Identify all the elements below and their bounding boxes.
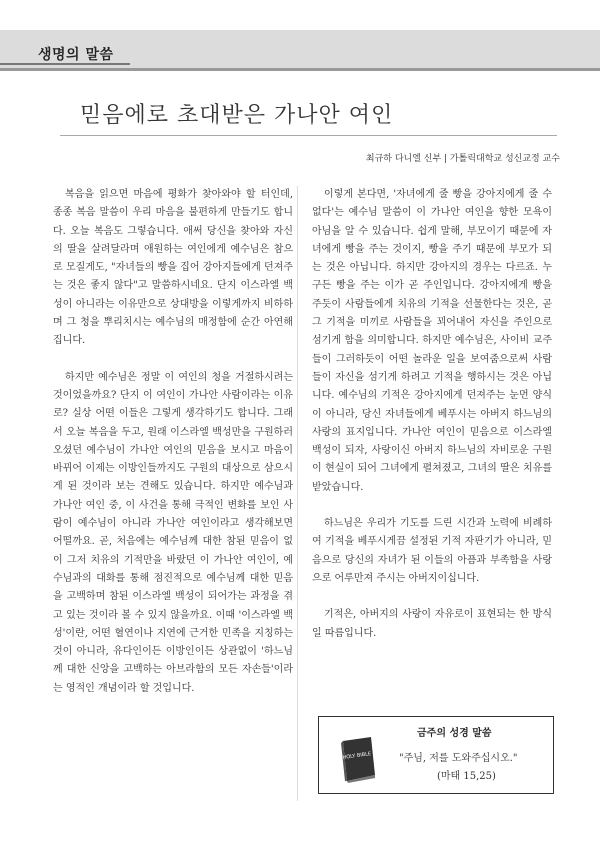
paragraph: 하지만 예수님은 정말 이 여인의 청을 거절하시려는 것이었을까요? 단지 이 여인이 가나안 사람이라는 이유로? 실상 어떤 이들은 그렇게 생각하기도 합니다. 그래서 오늘 복음을 두고, 원래 이스라엘 백성만을 구원하러 오셨던 예수님이 가나안 여인의 믿음을 보시고 마음이 바뀌어 이제는 이방인들까지도 구원의 대상으로 삼으시게 된 것이라 보는 견해도 있습니다. 하지만 예수님과 가나안 여인 중, 이 사건을 통해 극적인 변화를 보인 사람이 예수님이 아니라 가나안 여인이라고 생각해보면 어떨까요. 곧, 처음에는 예수님께 대한 참된 믿음이 없이 그저 치유의 기적만을 바랐던 이 가나안 여인이, 예수님과의 대화를 통해 점진적으로 예수님께 대한 믿음을 고백하며 참된 이스라엘 백성이 되어가는 과정을 겪고 있는 것이라 볼 수 있지 않을까요. 이때 '이스라엘 백성'이란, 어떤 혈연이나 지연에 근거한 민족을 지칭하는 것이 아니라, 유다인이든 이방인이든 상관없이 '하느님께 대한 신앙을 고백하는 아브라함의 모든 자손들'이라는 영적인 개념이라 할 것입니다. [53, 371, 293, 694]
right-column [312, 186, 552, 643]
left-column [53, 186, 293, 716]
paragraph: 복음을 읽으면 마음에 평화가 찾아와야 할 터인데, 종종 복음 말씀이 우리 마음을 불편하게 만들기도 합니다. 오늘 복음도 그렇습니다. 애써 당신을 찾아와 자신의 딸을 살려달라며 애원하는 여인에게 예수님은 참으로 모질게도, "자녀들의 빵을 집어 강아지들에게 던져주는 것은 좋지 않다"고 말씀하시네요. 단지 이스라엘 백성이 아니라는 이유만으로 상대방을 이렇게까지 비하하며 그 청을 뿌리치시는 예수님의 매정함에 순간 아연해집니다. [53, 189, 293, 347]
section-label-rule [0, 63, 130, 65]
article-title: 믿음에로 초대받은 가나안 여인 [80, 103, 394, 128]
header-divider [0, 68, 600, 71]
paragraph: 기적은, 아버지의 사랑이 자유로이 표현되는 한 방식일 따름입니다. [312, 609, 552, 639]
bible-reference: (마태 15,25) [437, 771, 496, 782]
byline: 최규하 다니엘 신부 | 가톨릭대학교 성신교정 교수 [365, 154, 560, 164]
bible-cover-text: HOLY BIBLE [342, 751, 372, 761]
paragraph: 하느님은 우리가 기도를 드린 시간과 노력에 비례하여 기적을 베푸시게끔 설정된 기적 자판기가 아니라, 믿음으로 당신의 자녀가 된 이들의 아픔과 부족함을 사랑으로 어루만져 주시는 아버지이십니다. [312, 518, 552, 584]
section-label: 생명의 말씀 [38, 47, 114, 63]
bible-box-heading: 금주의 성경 말씀 [417, 728, 492, 739]
bible-book-icon [337, 735, 379, 783]
weekly-bible-verse-box [318, 716, 554, 794]
bible-quote: "주님, 저를 도와주십시오." [399, 753, 518, 764]
paragraph: 이렇게 본다면, '자녀에게 줄 빵을 강아지에게 줄 수 없다'는 예수님 말씀이 이 가나안 여인을 향한 모욕이 아님을 알 수 있습니다. 쉽게 말해, 부모이기 때문에 자녀에게 빵을 주는 것이지, 빵을 주기 때문에 부모가 되는 것은 아닙니다. 하지만 강아지의 경우는 다르죠. 누구든 빵을 주는 이가 곧 주인입니다. 강아지에게 빵을 주듯이 사람들에게 치유의 기적을 선물한다는 것은, 곧 그 기적을 미끼로 사람들을 꾀어내어 자신을 주인으로 섬기게 함을 의미합니다. 하지만 예수님은, 사이비 교주들이 그러하듯이 어떤 놀라운 일을 보여줌으로써 사람들이 자신을 섬기게 하려고 기적을 행하시는 것은 아닙니다. 예수님의 기적은 강아지에게 던져주는 눈먼 양식이 아니라, 당신 자녀들에게 베푸시는 아버지 하느님의 사랑의 표지입니다. 가나안 여인이 믿음으로 이스라엘 백성이 되자, 사랑이신 아버지 하느님의 자비로운 구원이 현실이 되어 그녀에게 펼쳐졌고, 그녀의 딸은 치유를 받았습니다. [312, 189, 552, 493]
column-divider [297, 186, 298, 801]
title-rule [60, 135, 557, 136]
section-header-band [0, 30, 600, 70]
